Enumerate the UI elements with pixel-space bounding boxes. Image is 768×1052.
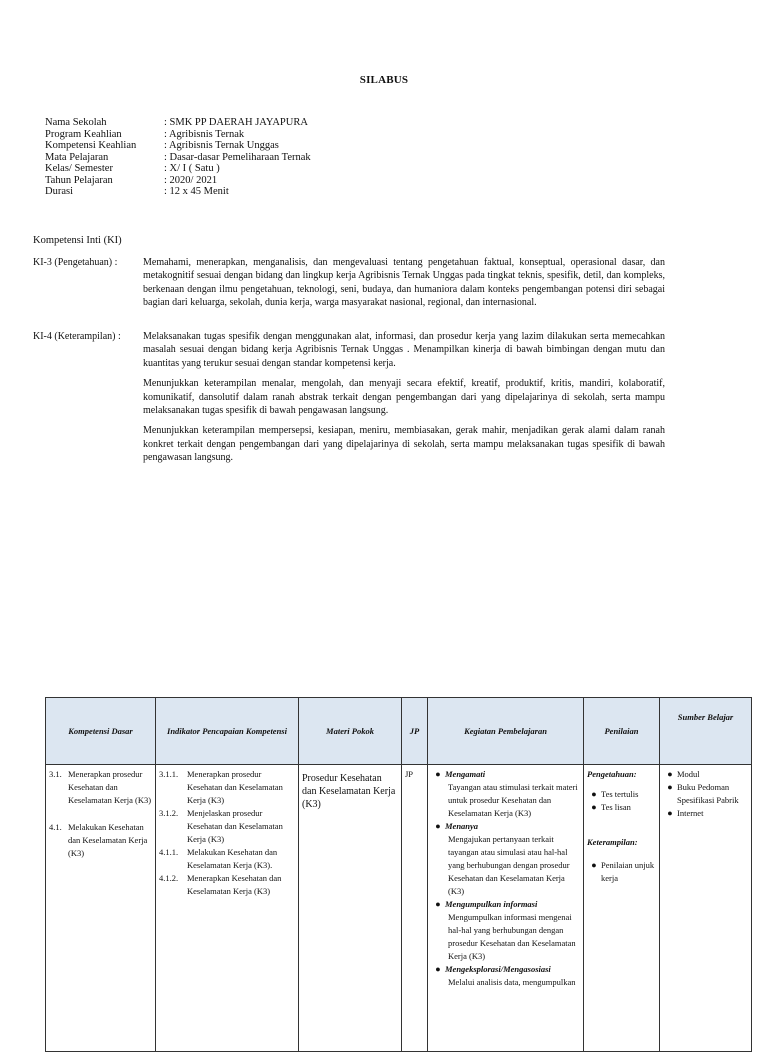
info-row	[45, 129, 311, 141]
penilaian-cell	[584, 765, 660, 1052]
info-value: : Agribisnis Ternak	[164, 128, 245, 140]
ki4-paragraph: Menunjukkan keterampilan menalar, mengolah, dan menyaji secara efektif, kreatif, produktif, kritis, mandiri, kolaboratif, komunikatif, dansolutif dalam ranah abstrak terkait dengan pengembangan dari yang dipelajarinya di sekolah, serta mampu melaksanakan tugas spesifik di bawah pengawasan langsung.	[143, 378, 665, 417]
list-item	[431, 963, 580, 989]
bullet-icon: ●	[435, 769, 441, 779]
sumber-cell	[660, 765, 752, 1052]
penilaian-keterampilan-head: Keterampilan:	[587, 837, 638, 847]
kegiatan-head: Menanya	[445, 821, 479, 831]
bullet-icon: ●	[435, 899, 441, 909]
list-item	[431, 898, 580, 963]
list-item	[431, 820, 580, 898]
indikator-number: 3.1.1.	[159, 769, 179, 779]
indikator-text: Melakukan Kesehatan dan Keselamatan Kerja (K3).	[187, 847, 278, 870]
ki4-text	[143, 330, 665, 472]
indikator-list	[159, 768, 295, 898]
list-item	[159, 807, 295, 846]
penilaian-item: Tes tertulis	[601, 789, 639, 799]
kd-cell	[46, 765, 156, 1052]
indikator-text: Menerapkan Kesehatan dan Keselamatan Kerja (K3)	[187, 873, 282, 896]
list-item	[663, 781, 748, 807]
info-row	[45, 140, 311, 152]
table-row	[46, 765, 752, 1052]
kd-number: 4.1.	[49, 822, 62, 832]
ki-heading: Kompetensi Inti (KI)	[33, 235, 122, 246]
ki3-block	[33, 256, 665, 317]
header-materi-pokok: Materi Pokok	[299, 698, 402, 765]
kegiatan-head: Mengeksplorasi/Mengasosiasi	[445, 964, 551, 974]
indikator-number: 4.1.1.	[159, 847, 179, 857]
jp-text: JP	[405, 769, 414, 779]
list-item	[587, 801, 656, 814]
table-header-row	[46, 698, 752, 765]
penilaian-item: Tes lisan	[601, 802, 631, 812]
penilaian-pengetahuan-head: Pengetahuan:	[587, 769, 637, 779]
sumber-item: Internet	[677, 808, 704, 818]
kd-text: Melakukan Kesehatan dan Keselamatan Kerja (K3)	[68, 822, 148, 858]
list-item	[49, 821, 152, 860]
indikator-number: 4.1.2.	[159, 873, 179, 883]
indikator-cell	[156, 765, 299, 1052]
info-label: Tahun Pelajaran	[45, 174, 113, 186]
info-label: Kelas/ Semester	[45, 163, 113, 174]
ki3-paragraph: Memahami, menerapkan, menganalisis, dan mengevaluasi tentang pengetahuan faktual, konseptual, operasional dasar, dan metakognitif sesuai dengan bidang dan lingkup kerja Agribisnis Ternak Unggas pada tingkat teknis, spesifik, detil, dan kompleks, berkenaan dengan ilmu pengetahuan, teknologi, seni, budaya, dan humaniora dalam konteks pengembangan potensi diri sebagai bagian dari keluarga, sekolah, dunia kerja, warga masyarakat nasional, regional, dan internasional.	[143, 257, 665, 309]
kegiatan-desc: Mengajukan pertanyaan terkait tayangan atau simulasi atau hal-hal yang berhubungan dengan prosedur Kesehatan dan Keselamatan Kerja (K3)	[448, 834, 570, 896]
penilaian-keterampilan-list	[587, 859, 656, 885]
indikator-text: Menerapkan prosedur Kesehatan dan Keselamatan Kerja (K3)	[187, 769, 283, 805]
sumber-item: Modul	[677, 769, 700, 779]
ki3-label: KI-3 (Pengetahuan) :	[33, 257, 118, 268]
materi-text: Prosedur Kesehatan dan Keselamatan Kerja (K3)	[302, 773, 396, 810]
kegiatan-cell	[428, 765, 584, 1052]
indikator-text: Menjelaskan prosedur Kesehatan dan Keselamatan Kerja (K3)	[187, 808, 283, 844]
header-sumber-belajar: Sumber Belajar	[660, 698, 752, 765]
kd-text: Menerapkan prosedur Kesehatan dan Keselamatan Kerja (K3)	[68, 769, 152, 805]
info-label: Mata Pelajaran	[45, 151, 109, 163]
info-label: Nama Sekolah	[45, 117, 107, 128]
header-kompetensi-dasar: Kompetensi Dasar	[46, 698, 156, 765]
school-info	[45, 117, 311, 198]
list-item	[49, 768, 152, 807]
materi-cell	[299, 765, 402, 1052]
bullet-icon: ●	[435, 964, 441, 974]
ki3-text	[143, 256, 665, 317]
ki4-paragraph: Menunjukkan keterampilan mempersepsi, kesiapan, meniru, membiasakan, gerak mahir, menjadikan gerak alami dalam ranah konkret terkait dengan pengembangan dari yang dipelajarinya di sekolah, serta mampu melaksanakan tugas spesifik di bawah pengawasan langsung.	[143, 425, 665, 464]
list-item	[663, 807, 748, 820]
list-item	[431, 768, 580, 820]
list-item	[159, 872, 295, 898]
bullet-icon: ●	[591, 860, 597, 870]
info-label: Durasi	[45, 186, 73, 197]
sumber-list	[663, 768, 748, 820]
ki4-block	[33, 330, 665, 472]
bullet-icon: ●	[591, 802, 597, 812]
bullet-icon: ●	[667, 808, 673, 818]
info-value: : 2020/ 2021	[164, 174, 218, 186]
sumber-item: Buku Pedoman Spesifikasi Pabrik	[677, 782, 739, 805]
header-penilaian: Penilaian	[584, 698, 660, 765]
header-indikator: Indikator Pencapaian Kompetensi	[156, 698, 299, 765]
list-item	[663, 768, 748, 781]
info-value: : Agribisnis Ternak Unggas	[164, 140, 279, 151]
kegiatan-desc: Melalui analisis data, mengumpulkan	[448, 977, 576, 987]
info-row	[45, 163, 311, 175]
info-value: : 12 x 45 Menit	[164, 186, 229, 197]
kegiatan-head: Mengamati	[445, 769, 486, 779]
jp-cell	[402, 765, 428, 1052]
list-item	[159, 846, 295, 872]
info-row	[45, 175, 311, 187]
bullet-icon: ●	[435, 821, 441, 831]
kegiatan-head: Mengumpulkan informasi	[445, 899, 538, 909]
kd-list	[49, 768, 152, 860]
indikator-number: 3.1.2.	[159, 808, 179, 818]
info-row	[45, 152, 311, 164]
ki4-label: KI-4 (Keterampilan) :	[33, 331, 121, 342]
list-item	[587, 859, 656, 885]
kegiatan-desc: Mengumpulkan informasi mengenai hal-hal yang berhubungan dengan prosedur Kesehatan dan Keselamatan Kerja (K3)	[448, 912, 576, 961]
list-item	[159, 768, 295, 807]
info-label: Program Keahlian	[45, 128, 122, 140]
penilaian-pengetahuan-list	[587, 788, 656, 814]
info-value: : Dasar-dasar Pemeliharaan Ternak	[164, 151, 311, 163]
kegiatan-desc: Tayangan atau stimulasi terkait materi untuk prosedur Kesehatan dan Keselamatan Kerja (K3)	[448, 782, 578, 818]
bullet-icon: ●	[667, 769, 673, 779]
bullet-icon: ●	[591, 789, 597, 799]
penilaian-item: Penilaian unjuk kerja	[601, 860, 655, 883]
list-item	[587, 788, 656, 801]
info-row	[45, 186, 311, 198]
kegiatan-list	[431, 768, 580, 989]
info-value: : SMK PP DAERAH JAYAPURA	[164, 117, 308, 128]
info-value: : X/ I ( Satu )	[164, 163, 220, 174]
info-row	[45, 117, 311, 129]
info-label: Kompetensi Keahlian	[45, 140, 137, 151]
syllabus-table	[45, 697, 752, 1052]
header-kegiatan: Kegiatan Pembelajaran	[428, 698, 584, 765]
bullet-icon: ●	[667, 782, 673, 792]
kd-number: 3.1.	[49, 769, 62, 779]
header-jp: JP	[402, 698, 428, 765]
ki4-paragraph: Melaksanakan tugas spesifik dengan menggunakan alat, informasi, dan prosedur kerja yang lazim dilakukan serta memecahkan masalah sesuai dengan bidang kerja Agribisnis Ternak Unggas . Menampilkan kinerja di bawah bimbingan dengan mutu dan kuantitas yang terukur sesuai dengan standar kompetensi kerja.	[143, 331, 665, 369]
document-title: SILABUS	[359, 74, 409, 86]
